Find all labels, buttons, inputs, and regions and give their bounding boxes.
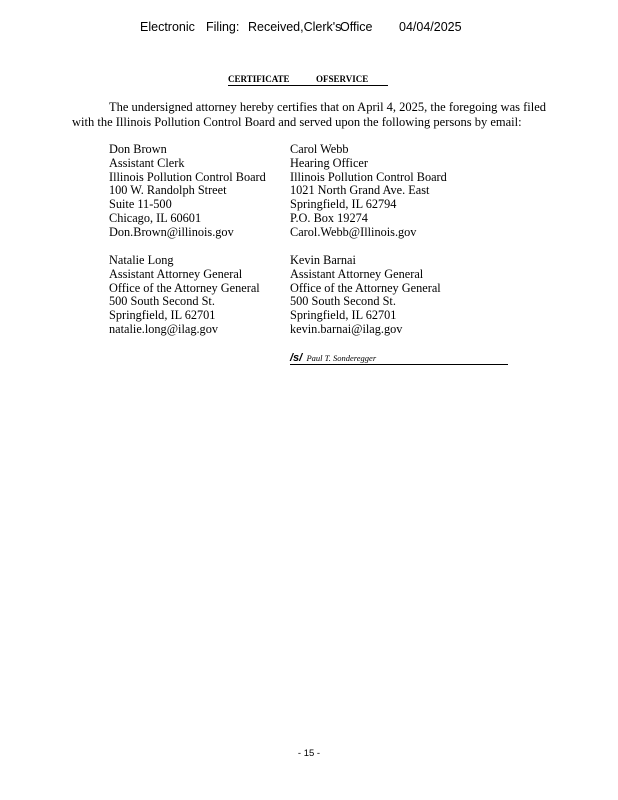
recipient-block-don-brown xyxy=(109,143,266,240)
recipient-line: 1021 North Grand Ave. East xyxy=(290,183,430,198)
recipient-line: 500 South Second St. xyxy=(109,294,215,309)
certification-paragraph xyxy=(72,100,592,130)
signature-mark: /s/ xyxy=(290,352,303,364)
recipient-line: Springfield, IL 62701 xyxy=(109,308,216,323)
recipient-line: Carol Webb xyxy=(290,142,349,156)
recipient-line: Natalie Long xyxy=(109,253,174,267)
paragraph-line-1: The undersigned attorney hereby certifies that on April 4, 2025, the foregoing was filed xyxy=(109,100,547,114)
recipient-line: Assistant Clerk xyxy=(109,155,185,170)
recipient-line: 100 W. Randolph Street xyxy=(109,183,227,198)
paragraph-line-2: with the Illinois Pollution Control Board and served upon the following persons by email: xyxy=(72,115,522,129)
filing-header xyxy=(140,20,500,34)
signature-line xyxy=(290,352,508,365)
recipient-email: Don.Brown@illinois.gov xyxy=(109,224,234,239)
recipient-line: Assistant Attorney General xyxy=(109,266,243,281)
header-received: Received,Clerk's xyxy=(248,20,342,34)
recipient-line: Assistant Attorney General xyxy=(290,266,424,281)
title-certificate: CERTIFICATE xyxy=(228,74,290,84)
recipient-email: Carol.Webb@Illinois.gov xyxy=(290,224,417,239)
header-filing: Filing: xyxy=(206,20,240,34)
header-electronic: Electronic xyxy=(140,20,195,34)
recipient-line: Illinois Pollution Control Board xyxy=(109,169,266,184)
recipient-line: Illinois Pollution Control Board xyxy=(290,169,447,184)
recipient-line: 500 South Second St. xyxy=(290,294,396,309)
signature-name: Paul T. Sonderegger xyxy=(306,353,377,363)
recipient-line: Springfield, IL 62701 xyxy=(290,308,397,323)
title-of-service: OFSERVICE xyxy=(316,74,369,84)
recipient-email: natalie.long@ilag.gov xyxy=(109,321,218,336)
recipient-line: Chicago, IL 60601 xyxy=(109,210,202,225)
recipient-line: Kevin Barnai xyxy=(290,253,356,267)
header-date: 04/04/2025 xyxy=(399,20,462,34)
document-title xyxy=(228,74,388,86)
recipient-line: P.O. Box 19274 xyxy=(290,210,368,225)
recipient-block-kevin-barnai xyxy=(290,254,441,337)
recipient-line: Office of the Attorney General xyxy=(109,280,260,295)
recipient-line: Springfield, IL 62794 xyxy=(290,197,397,212)
header-office: Office xyxy=(340,20,373,34)
recipient-line: Hearing Officer xyxy=(290,155,368,170)
recipient-email: kevin.barnai@ilag.gov xyxy=(290,321,403,336)
recipient-line: Suite 11-500 xyxy=(109,197,172,212)
recipient-block-natalie-long xyxy=(109,254,260,337)
page-number: - 15 - xyxy=(297,748,321,759)
recipient-line: Don Brown xyxy=(109,142,167,156)
recipient-line: Office of the Attorney General xyxy=(290,280,441,295)
recipient-block-carol-webb xyxy=(290,143,447,240)
